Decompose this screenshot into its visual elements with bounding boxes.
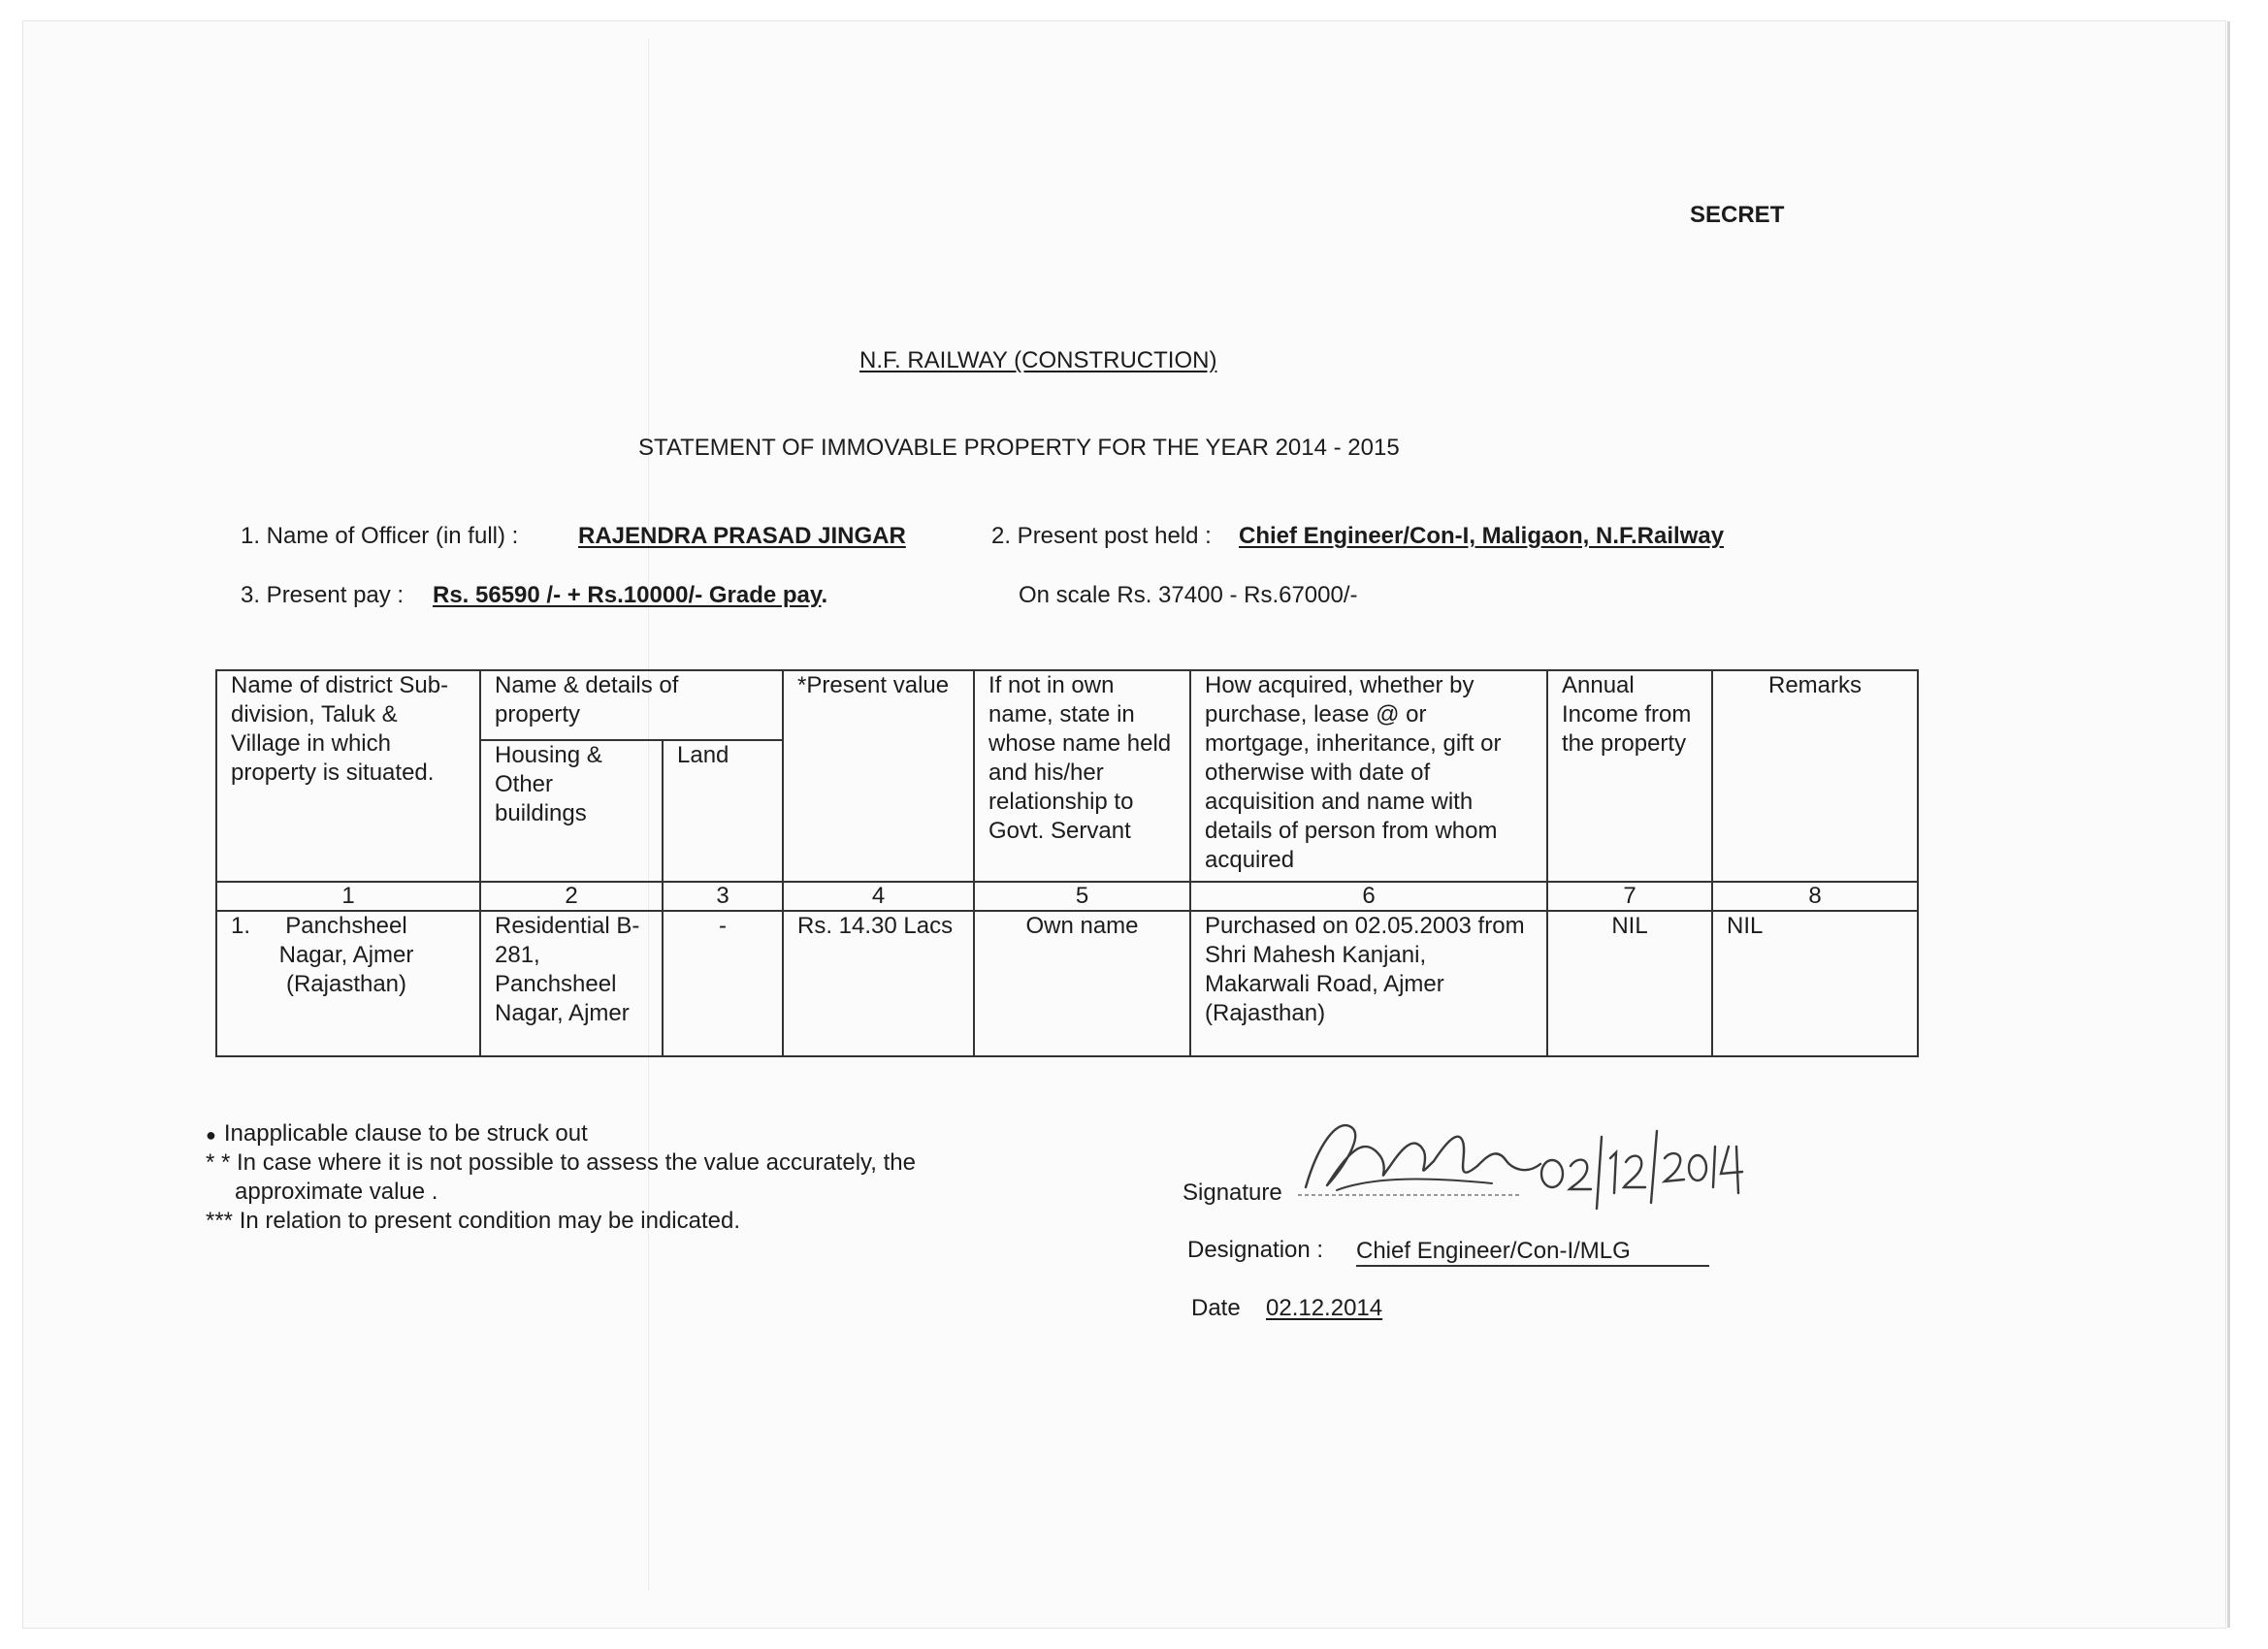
designation-value: Chief Engineer/Con-I/MLG — [1356, 1237, 1709, 1267]
officer-name-label: 1. Name of Officer (in full) : — [241, 523, 519, 549]
column-number: 4 — [783, 882, 974, 911]
designation-label: Designation : — [1187, 1237, 1324, 1263]
cell-annual-income: NIL — [1547, 911, 1712, 1056]
cell-land: - — [663, 911, 783, 1056]
column-number: 7 — [1547, 882, 1712, 911]
table-header-row — [216, 670, 1918, 740]
header-annual-income: Annual Income from the property — [1547, 670, 1712, 882]
cell-district — [216, 911, 480, 1056]
classification-label: SECRET — [1690, 202, 1785, 228]
column-number: 1 — [216, 882, 480, 911]
post-held-value: Chief Engineer/Con-I, Maligaon, N.F.Railway — [1239, 523, 1725, 549]
pay-scale-text: On scale Rs. 37400 - Rs.67000/- — [1019, 582, 1358, 608]
row-serial: 1. — [231, 913, 251, 939]
note-inapplicable: ● Inapplicable clause to be struck out — [206, 1120, 588, 1147]
cell-not-own-name: Own name — [974, 911, 1190, 1056]
column-number: 2 — [480, 882, 663, 911]
present-pay-wrap: Rs. 56590 /- + Rs.10000/- Grade pay. — [433, 582, 828, 608]
cell-how-acquired: Purchased on 02.05.2003 from Shri Mahesh Kanjani, Makarwali Road, Ajmer (Rajasthan) — [1190, 911, 1547, 1056]
table-row — [216, 911, 1918, 1056]
note-approximate-value-cont: approximate value . — [235, 1179, 438, 1205]
row-district: Panchsheel Nagar, Ajmer (Rajasthan) — [278, 913, 414, 997]
organization-heading: N.F. RAILWAY (CONSTRUCTION) — [859, 347, 1217, 373]
handwritten-signature — [1298, 1108, 1759, 1214]
bullet-icon: ● — [206, 1125, 216, 1145]
header-how-acquired: How acquired, whether by purchase, lease @ or mortgage, inheritance, gift or otherwise with date of acquisition and name with details of person from whom acquired — [1190, 670, 1547, 882]
column-number-row — [216, 882, 1918, 911]
date-label: Date — [1191, 1295, 1241, 1321]
present-pay-label: 3. Present pay : — [241, 582, 405, 608]
header-not-own-name: If not in own name, state in whose name held and his/her relationship to Govt. Servant — [974, 670, 1190, 882]
header-property: Name & details of property — [480, 670, 783, 740]
post-held-label: 2. Present post held : — [991, 523, 1212, 549]
cell-remarks: NIL — [1712, 911, 1918, 1056]
document-title: STATEMENT OF IMMOVABLE PROPERTY FOR THE YEAR 2014 - 2015 — [638, 435, 1400, 461]
cell-present-value: Rs. 14.30 Lacs — [783, 911, 974, 1056]
column-number: 5 — [974, 882, 1190, 911]
header-present-value: *Present value — [783, 670, 974, 882]
officer-name-value: RAJENDRA PRASAD JINGAR — [578, 523, 906, 549]
note-present-condition: *** In relation to present condition may be indicated. — [206, 1208, 741, 1234]
column-number: 6 — [1190, 882, 1547, 911]
header-remarks: Remarks — [1712, 670, 1918, 882]
header-district: Name of district Sub-division, Taluk & Village in which property is situated. — [216, 670, 480, 882]
column-number: 8 — [1712, 882, 1918, 911]
present-pay-value: Rs. 56590 /- + Rs.10000/- Grade pay — [433, 582, 822, 608]
header-housing: Housing & Other buildings — [480, 740, 663, 882]
column-number: 3 — [663, 882, 783, 911]
signature-label: Signature — [1183, 1180, 1282, 1206]
property-table — [215, 669, 1919, 1057]
note-approximate-value: * * In case where it is not possible to assess the value accurately, the — [206, 1149, 916, 1176]
svg-text:02/12/2014: 02/12/2014 — [1298, 1108, 1304, 1109]
header-land: Land — [663, 740, 783, 882]
page-edge — [2227, 21, 2230, 1628]
date-value: 02.12.2014 — [1266, 1295, 1383, 1321]
cell-housing: Residential B-281, Panchsheel Nagar, Ajmer — [480, 911, 663, 1056]
